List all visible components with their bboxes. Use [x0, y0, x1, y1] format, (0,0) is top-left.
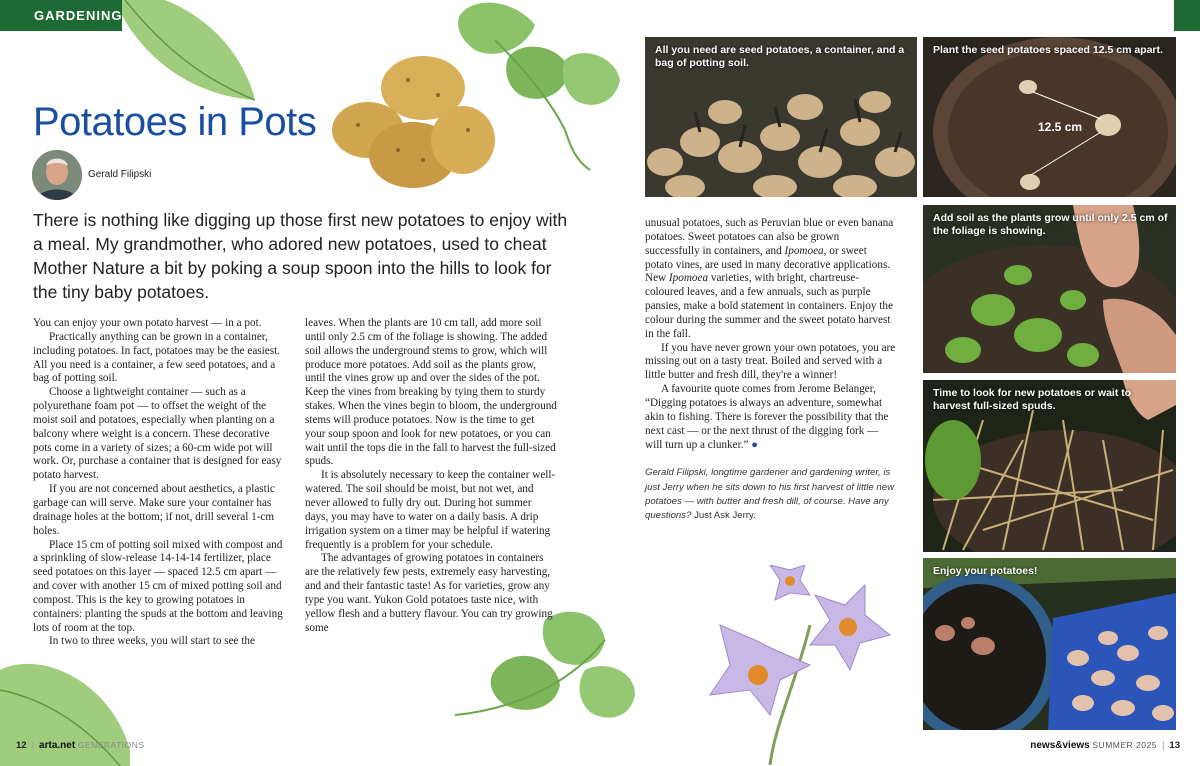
photo-adding-soil: [923, 205, 1176, 373]
ask-jerry-link[interactable]: Just Ask Jerry.: [694, 509, 756, 521]
paragraph: In two to three weeks, you will start to see the: [49, 635, 255, 648]
footer-left: 12 | arta.net GENERATIONS: [16, 740, 145, 751]
publication-name: GENERATIONS: [77, 740, 145, 750]
page-number-left: 12: [16, 740, 27, 751]
end-mark: ●: [751, 438, 759, 451]
paragraph: If you are not concerned about aesthetics, a plastic garbage can will serve. Make sure your container has drainage holes at the bottom; if not, drill several 1-cm holes.: [33, 483, 275, 537]
photo-planting-spacing: [923, 37, 1176, 197]
paragraph: Place 15 cm of potting soil mixed with compost and a sprinkling of slow-release 14-14-14 fertilizer, place seed potatoes on this layer — spaced 12.5 cm apart — and cover with another 15 cm of mixed potting soil and compost. This is the key to growing potatoes in containers: planting the spuds at the bottom and leaving lots of room at the top.: [33, 538, 283, 634]
author-byline: Gerald Filipski: [88, 169, 152, 180]
paragraph: You can enjoy your own potato harvest — in a pot.: [33, 317, 262, 329]
photo-caption: Enjoy your potatoes!: [933, 565, 1038, 577]
author-bio: Gerald Filipski, longtime gardener and gardening writer, is just Jerry when he sits down to his first harvest of little new potatoes — with butter and fresh dill, of course. Have any questions? Just Ask Jerry.: [645, 467, 895, 521]
author-avatar: [32, 150, 82, 200]
potato-flower-illustration: [700, 565, 900, 766]
paragraph: A favourite quote comes from Jerome Belanger, “Digging potatoes is always an adventure, somewhat akin to fishing. There is forever the possibility that the next cast — or the next thrust of the digging fork — will turn up a clunker.” ●: [645, 383, 889, 451]
photo-harvest-time: [923, 380, 1176, 552]
paragraph: The advantages of growing potatoes in containers are the relatively few pests, extremely easy harvesting, and and their fantastic taste! As for varieties, grow any type you want. Yukon Gold potatoes taste nice, with yellow flesh and a buttery flavour. You can try growing some: [305, 552, 553, 634]
potatoes-illustration: [328, 50, 498, 192]
article-intro: There is nothing like digging up those first new potatoes to enjoy with a meal. My grandmother, who adored new potatoes, used to cheat Mother Nature a bit by poking a soup spoon into the hills to look for the tiny baby potatoes.: [33, 210, 568, 302]
paragraph: If you have never grown your own potatoes, you are missing out on a tasty treat. Boiled and served with a little butter and fresh dill, they're a winner!: [645, 341, 896, 382]
article-column-1: [33, 317, 283, 649]
photo-enjoy-potatoes: [923, 558, 1176, 730]
section-bar-right: [1174, 0, 1200, 31]
photo-caption: Add soil as the plants grow until only 2.5 cm of the foliage is showing.: [933, 212, 1168, 237]
paragraph: unusual potatoes, such as Peruvian blue or even banana potatoes. Sweet potatoes can also be grown successfully in containers, and Ipomoea, or sweet potato vines, are used in many decorative applications. New Ipomoea varieties, with bright, chartreuse-coloured leaves, and a few annuals, such as purple pansies, make a bold statement in containers. Enjoy the colour during the summer and the sweet potato harvest in the fall.: [645, 217, 894, 340]
paragraph: Choose a lightweight container — such as a polyurethane foam pot — to offset the weight of the moist soil and potatoes, especially when planting on a balcony where weight is a concern. These decorative pots come in a variety of sizes; a 60-cm wide pot will work. Or, purchase a container that is designed for easy potato harvest.: [33, 386, 282, 482]
photo-caption: All you need are seed potatoes, a container, and a bag of potting soil.: [655, 44, 905, 69]
article-title: Potatoes in Pots: [33, 100, 317, 144]
footer-right: news&views SUMMER 2025 | 13: [1030, 740, 1180, 751]
brand-name: news&views: [1030, 740, 1090, 751]
paragraph: It is absolutely necessary to keep the container well-watered. The soil should be moist, but not wet, and never allowed to fully dry out. During hot summer days, you may have to water on a daily basis. A drip irrigation system on a timer may be helpful if watering frequently is a problem for your schedule.: [305, 469, 556, 551]
photo-caption: Time to look for new potatoes or wait to harvest full-sized spuds.: [933, 387, 1132, 412]
photo-caption: Plant the seed potatoes spaced 12.5 cm apart.: [933, 44, 1163, 56]
section-tag: GARDENING: [0, 0, 122, 31]
paragraph: leaves. When the plants are 10 cm tall, add more soil until only 2.5 cm of the foliage is showing. The added soil allows the underground stems to grow, which will produce more potatoes. Add soil as the plants grow, until the vines grow up and over the sides of the pot. Keep the vines from breaking by tying them to sturdy stakes. When the vines begin to bloom, the underground stems will produce potatoes. Now is the time to get your soup spoon and look for new potatoes, or you can wait until the tops die in the fall to harvest the full-sized spuds.: [305, 317, 557, 468]
paragraph: Practically anything can be grown in a container, including potatoes. In fact, potatoes may be the easiest. All you need is a container, a few seed potatoes, and a bag of potting soil.: [33, 330, 280, 385]
site-link[interactable]: arta.net: [39, 740, 76, 751]
page-number-right: 13: [1169, 740, 1180, 751]
photo-seed-potatoes: [645, 37, 917, 197]
article-column-2: [305, 317, 557, 635]
issue-label: SUMMER 2025: [1092, 740, 1157, 750]
spacing-label: 12.5 cm: [1038, 120, 1083, 134]
article-column-3: [645, 217, 896, 523]
